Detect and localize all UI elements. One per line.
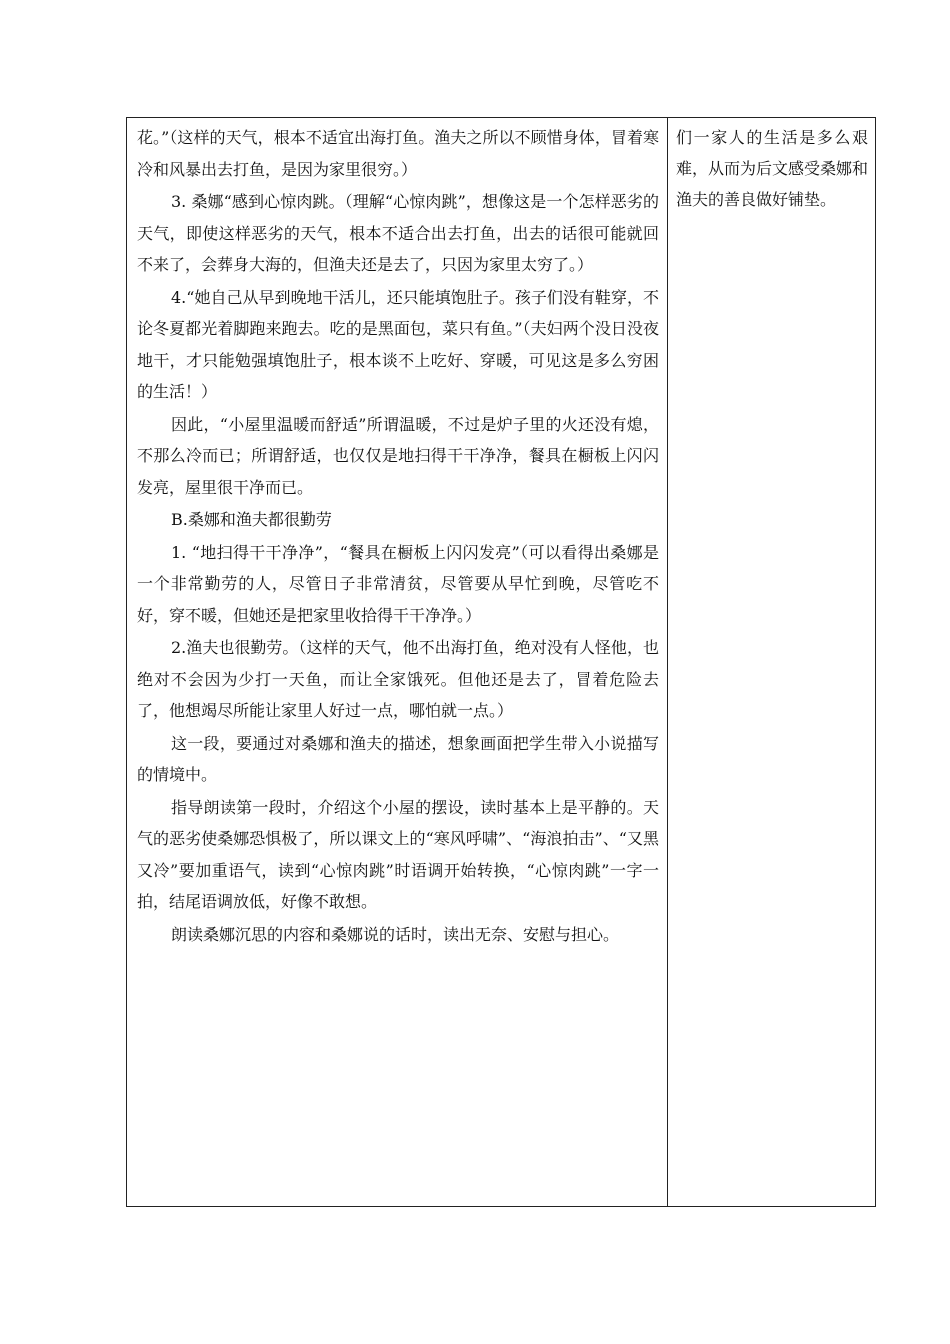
paragraph-point-3: 3. 桑娜“感到心惊肉跳。（理解“心惊肉跳”，想像这是一个怎样恶劣的天气，即使这样恶劣的天气，根本不适合出去打鱼，出去的话很可能就回不来了，会葬身大海的，但渔夫还是去了，只因为家里太穷了。） <box>137 192 659 274</box>
paragraph-b-point-1: 1. “地扫得干干净净”，“餐具在橱板上闪闪发亮”（可以看得出桑娜是一个非常勤劳的人，尽管日子非常清贫，尽管要从早忙到晚，尽管吃不好，穿不暖，但她还是把家里收拾得干干净净。） <box>137 542 659 625</box>
design-intent-text: 们一家人的生活是多么艰难，从而为后文感受桑娜和渔夫的善良做好铺垫。 <box>676 128 869 209</box>
paragraph-point-4: 4.“她自己从早到晚地干活儿，还只能填饱肚子。孩子们没有鞋穿，不论冬夏都光着脚跑来跑去。吃的是黑面包，菜只有鱼。”（夫妇两个没日没夜地干，才只能勉强填饱肚子，根本谈不上吃好、穿暖，可见这是多么穷困的生活！） <box>137 287 659 401</box>
paragraph-summary: 这一段，要通过对桑娜和渔夫的描述，想象画面把学生带入小说描写的情境中。 <box>137 733 659 784</box>
design-intent-cell <box>676 122 868 216</box>
paragraph-reading-emotion: 朗读桑娜沉思的内容和桑娜说的话时，读出无奈、安慰与担心。 <box>171 924 620 944</box>
paragraph-section-b-heading: B.桑娜和渔夫都很勤劳 <box>171 510 332 529</box>
paragraph-b-point-2: 2.渔夫也很勤劳。（这样的天气，他不出海打鱼，绝对没有人怪他，也绝对不会因为少打一天鱼，而让全家饿死。但他还是去了，冒着危险去了，他想竭尽所能让家里人好过一点，哪怕就一点。） <box>137 638 659 720</box>
paragraph-weather-note: 花。”（这样的天气，根本不适宜出海打鱼。渔夫之所以不顾惜身体，冒着寒冷和风暴出去打鱼，是因为家里很穷。） <box>137 128 659 179</box>
column-divider <box>667 118 668 1206</box>
lesson-plan-table <box>126 117 876 1207</box>
paragraph-conclusion: 因此，“小屋里温暖而舒适”所谓温暖，不过是炉子里的火还没有熄，不那么冷而已；所谓舒适，也仅仅是地扫得干干净净，餐具在橱板上闪闪发亮，屋里很干净而已。 <box>137 414 659 497</box>
teaching-content-cell <box>137 122 659 951</box>
paragraph-reading-guide: 指导朗读第一段时，介绍这个小屋的摆设，读时基本上是平静的。天气的恶劣使桑娜恐惧极了，所以课文上的“寒风呼啸”、“海浪拍击”、“又黑又冷”要加重语气，读到“心惊肉跳”时语调开始转换，“心惊肉跳”一字一拍，结尾语调放低，好像不敢想。 <box>137 797 659 911</box>
